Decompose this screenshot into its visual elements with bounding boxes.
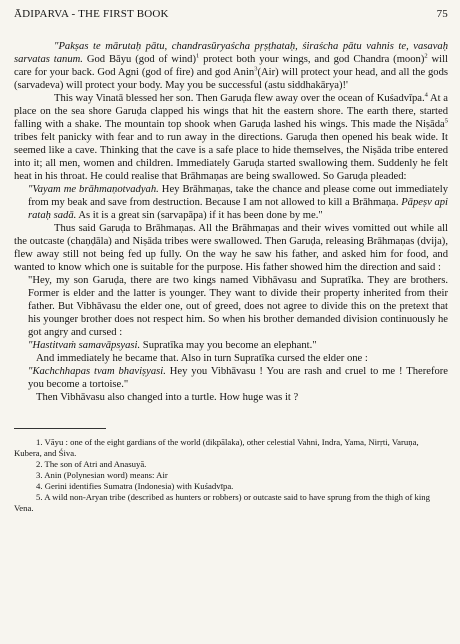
sanskrit-quote: "Vayam me brāhmaṇotvadyah. — [28, 184, 159, 195]
text-run: tribes felt panicky with fear and to run away in the directions. Garuḍa then opened his beak wide. It seemed like a cave. Thinking that the cave is a safe place to hide themselves, the Niṣāda tribe entered into it; all men, women and children. Immediately Garuḍa started swallowing them. Suddenly he felt heat in his throat. He could realise that Brāhmaṇas are being swallowed. So Garuḍa pleaded: — [14, 132, 448, 182]
running-header — [14, 8, 448, 24]
sanskrit-quote: "Pakṣas te mārutaḥ pātu, chandrasūryaścha pṛṣṭhataḥ, śiraścha pātu vahnis te, vasavaḥ sarvatas tanum. — [14, 41, 448, 65]
footnote: 4. Gerini identifies Sumatra (Indonesia) with Kuśadvīpa. — [36, 481, 234, 491]
text-run: As it is a great sin (sarvapāpa) if it has been done by me." — [76, 210, 323, 221]
footnotes — [14, 437, 448, 514]
paragraph — [14, 339, 448, 352]
page-number: 75 — [436, 8, 448, 20]
text-run: Hey Brāhmaṇas, take the chance and please come out immediately from my beak and save from destruction. Because I am not allowed to kill a Brāhmaṇa. — [28, 184, 449, 208]
text-run: Supratīka may you become an elephant." — [140, 340, 317, 351]
footnote: 1. Vāyu : one of the eight gardians of the world (dikpālaka), other celestial Vahni, Indra, Yama, Nirṛti, Varuṇa, Kubera, and Śiva. — [14, 437, 419, 458]
footnote-ref: 1 — [196, 52, 200, 60]
text-run: At a place on the sea shore Garuḍa clapped his wings that hit the eastern shore. The earth there, started falling with a shake. The mountain top shook when Garuḍa lashed his wings. This made the Niṣāda — [14, 93, 448, 130]
paragraph — [14, 274, 448, 339]
footnote: 2. The son of Atri and Anasuyā. — [36, 459, 147, 469]
paragraph — [14, 40, 448, 92]
footnote-ref: 3 — [254, 65, 258, 73]
text-run: And immediately he became that. Also in turn Supratīka cursed the elder one : — [36, 353, 368, 364]
sanskrit-quote: "Kachchhapas tvam bhaviṣyasi. — [28, 366, 166, 377]
footnote-ref: 5 — [444, 117, 448, 125]
text-run: (Air) will protect your head, and all the gods (sarvadeva) will protect your body. May you be successful (astu siddhakārya)!' — [14, 67, 448, 91]
text-run: God Bāyu (god of wind) — [82, 54, 197, 65]
paragraph — [14, 222, 448, 274]
text-run: This way Vinatā blessed her son. Then Garuḍa flew away over the ocean of Kuśadvīpa. — [54, 93, 425, 104]
text-run: protect both your wings, and god Chandra (moon) — [199, 54, 425, 65]
text-run: Hey you Vibhāvasu ! You are rash and cruel to me ! Therefore you become a tortoise." — [28, 366, 448, 390]
paragraph — [14, 183, 448, 222]
footnote-ref: 2 — [424, 52, 428, 60]
footnote: 5. A wild non-Aryan tribe (described as hunters or robbers) or outcaste said to have sprung from the thigh of king Vena. — [14, 492, 430, 513]
sanskrit-quote: Pāpeṣv api rataḥ sadā. — [28, 197, 448, 221]
paragraph — [14, 391, 448, 404]
text-run: Thus said Garuḍa to Brāhmaṇas. All the Brāhmaṇas and their wives vomitted out while all the outcaste (chaṇḍāla) and Niṣāda tribes were swallowed. Then Garuḍa, releasing Brāhmaṇas (dvija), flew away still not being fed up fully. On the way he saw his father, and asked him for food, and wanted to know which one is suitable for the purpose. His father showed him the direction and said : — [14, 223, 448, 273]
sanskrit-quote: "Hastitvaṁ samavāpsyasi. — [28, 340, 141, 351]
footnote-rule — [14, 428, 106, 429]
paragraph — [14, 365, 448, 391]
footnote: 3. Anin (Polynesian word) means: Air — [36, 470, 168, 480]
paragraph — [14, 92, 448, 183]
footnote-ref: 4 — [424, 91, 428, 99]
text-run: will care for your back. God Agni (god of fire) and god Anin — [14, 54, 448, 78]
text-run: "Hey, my son Garuḍa, there are two kings named Vibhāvasu and Supratīka. They are brothers. Former is elder and the latter is younger. They want to divide their property inherited from their father. But Vibhāvasu the elder one, out of greed, does not agree to divide this on the pretext that his younger brother does not respect him. So when his brother demanded division continuously he got angry and cursed : — [28, 275, 448, 338]
paragraph — [14, 352, 448, 365]
text-run: Then Vibhāvasu also changed into a turtle. How huge was it ? — [36, 392, 299, 403]
running-title: ĀDIPARVA - THE FIRST BOOK — [14, 8, 169, 20]
body-text — [14, 40, 448, 404]
